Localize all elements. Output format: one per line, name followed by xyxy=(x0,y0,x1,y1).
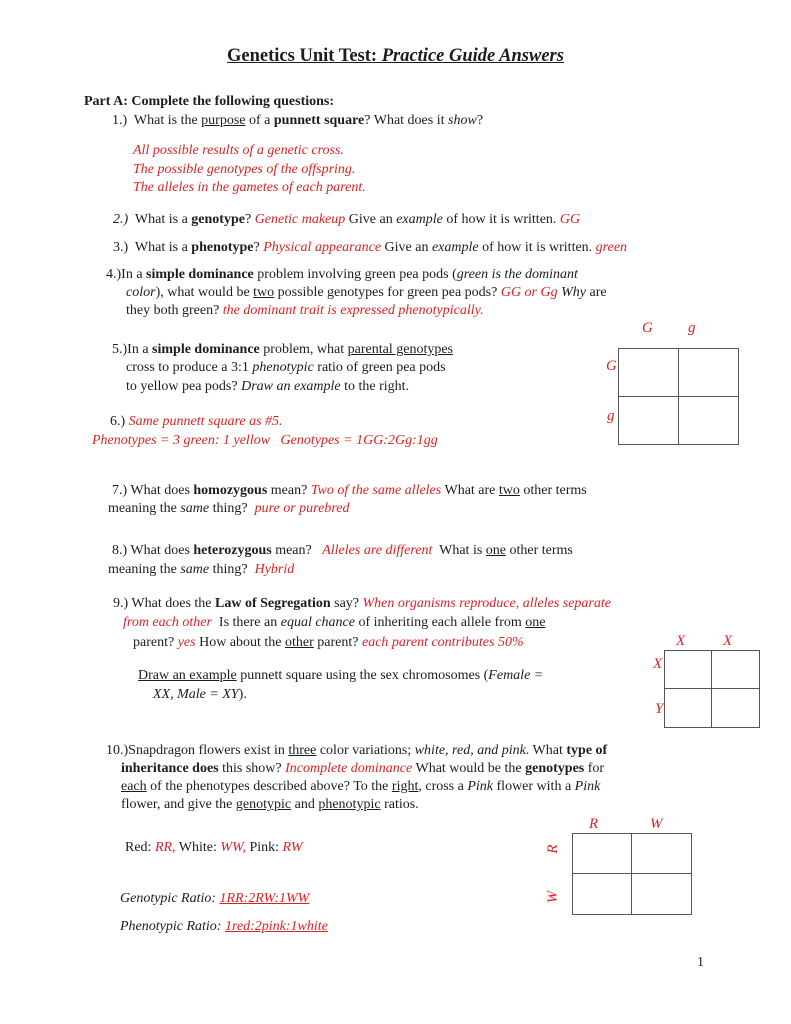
question-5-line-3: to yellow pea pods? Draw an example to the right. xyxy=(126,379,410,394)
punnett3-col-header-2: W xyxy=(650,816,663,832)
punnett-cell xyxy=(632,834,691,874)
question-1-answer-line-1: All possible results of a genetic cross. xyxy=(133,143,344,158)
document-title: Genetics Unit Test: Practice Guide Answers xyxy=(227,46,564,66)
question-2: 2.) What is a genotype? Genetic makeup Give an example of how it is written. GG xyxy=(113,212,581,227)
question-8-line-2: meaning the same thing? Hybrid xyxy=(108,562,295,577)
punnett1-row-header-2: g xyxy=(607,408,615,424)
question-3: 3.) What is a phenotype? Physical appearance Give an example of how it is written. green xyxy=(113,240,628,255)
question-6-line-1: 6.) Same punnett square as #5. xyxy=(110,414,283,429)
punnett2-col-header-2: X xyxy=(723,633,733,649)
punnett-cell xyxy=(665,651,712,689)
question-5-line-1: 5.)In a simple dominance problem, what parental genotypes xyxy=(112,342,454,357)
question-9-line-3: parent? yes How about the other parent? each parent contributes 50% xyxy=(133,635,524,650)
question-10-line-2: inheritance does this show? Incomplete dominance What would be the genotypes for xyxy=(121,761,605,776)
punnett3-col-header-1: R xyxy=(589,816,599,832)
punnett1-col-header-2: g xyxy=(688,320,696,336)
punnett1-row-header-1: G xyxy=(606,358,617,374)
punnett3-row-header-1: R xyxy=(545,844,561,854)
question-4-line-1: 4.)In a simple dominance problem involving green pea pods (green is the dominant xyxy=(106,267,578,282)
question-10-line-1: 10.)Snapdragon flowers exist in three color variations; white, red, and pink. What type of xyxy=(106,743,608,758)
punnett-cell xyxy=(679,397,739,445)
question-5-line-2: cross to produce a 3:1 phenotypic ratio of green pea pods xyxy=(126,360,446,375)
question-1-answer-line-3: The alleles in the gametes of each parent. xyxy=(133,180,366,195)
punnett-cell xyxy=(712,651,759,689)
question-9-draw-line-1: Draw an example punnett square using the sex chromosomes (Female = xyxy=(138,668,544,683)
question-10-genotype-answers: Red: RR, White: WW, Pink: RW xyxy=(125,840,303,855)
punnett2-col-header-1: X xyxy=(676,633,686,649)
page-number: 1 xyxy=(697,955,704,970)
punnett-square-2 xyxy=(664,650,760,728)
punnett-cell xyxy=(679,349,739,397)
punnett-cell xyxy=(665,689,712,727)
question-6-line-2: Phenotypes = 3 green: 1 yellow Genotypes = 1GG:2Gg:1gg xyxy=(92,433,438,448)
question-10-line-3: each of the phenotypes described above? To the right, cross a Pink flower with a Pink xyxy=(121,779,601,794)
question-9-draw-line-2: XX, Male = XY). xyxy=(153,687,247,702)
phenotypic-ratio-line: Phenotypic Ratio: 1red:2pink:1white xyxy=(120,919,328,934)
part-a-heading: Part A: Complete the following questions: xyxy=(84,94,335,109)
punnett-square-1 xyxy=(618,348,739,445)
question-7-line-2: meaning the same thing? pure or purebred xyxy=(108,501,350,516)
punnett3-row-header-2: W xyxy=(545,890,561,904)
question-8-line-1: 8.) What does heterozygous mean? Alleles are different What is one other terms xyxy=(112,543,573,558)
punnett-cell xyxy=(632,874,691,914)
question-1: 1.) What is the purpose of a punnett square? What does it show? xyxy=(112,113,484,128)
punnett-cell xyxy=(573,834,632,874)
question-7-line-1: 7.) What does homozygous mean? Two of the same alleles What are two other terms xyxy=(112,483,587,498)
punnett-cell xyxy=(619,397,679,445)
question-1-answer-line-2: The possible genotypes of the offspring. xyxy=(133,162,356,177)
punnett-cell xyxy=(619,349,679,397)
punnett2-row-header-2: Y xyxy=(655,701,664,717)
question-4-line-2: color), what would be two possible genotypes for green pea pods? GG or Gg Why are xyxy=(126,285,607,300)
punnett-cell xyxy=(573,874,632,914)
question-10-line-4: flower, and give the genotypic and phenotypic ratios. xyxy=(121,797,419,812)
punnett-square-3 xyxy=(572,833,692,915)
punnett-cell xyxy=(712,689,759,727)
question-9-line-1: 9.) What does the Law of Segregation say? When organisms reproduce, alleles separate xyxy=(113,596,611,611)
question-4-line-3: they both green? the dominant trait is expressed phenotypically. xyxy=(126,303,484,318)
question-9-line-2: from each other Is there an equal chance of inheriting each allele from one xyxy=(123,615,546,630)
genotypic-ratio-line: Genotypic Ratio: 1RR:2RW:1WW xyxy=(120,891,310,906)
punnett1-col-header-1: G xyxy=(642,320,653,336)
punnett2-row-header-1: X xyxy=(653,656,663,672)
